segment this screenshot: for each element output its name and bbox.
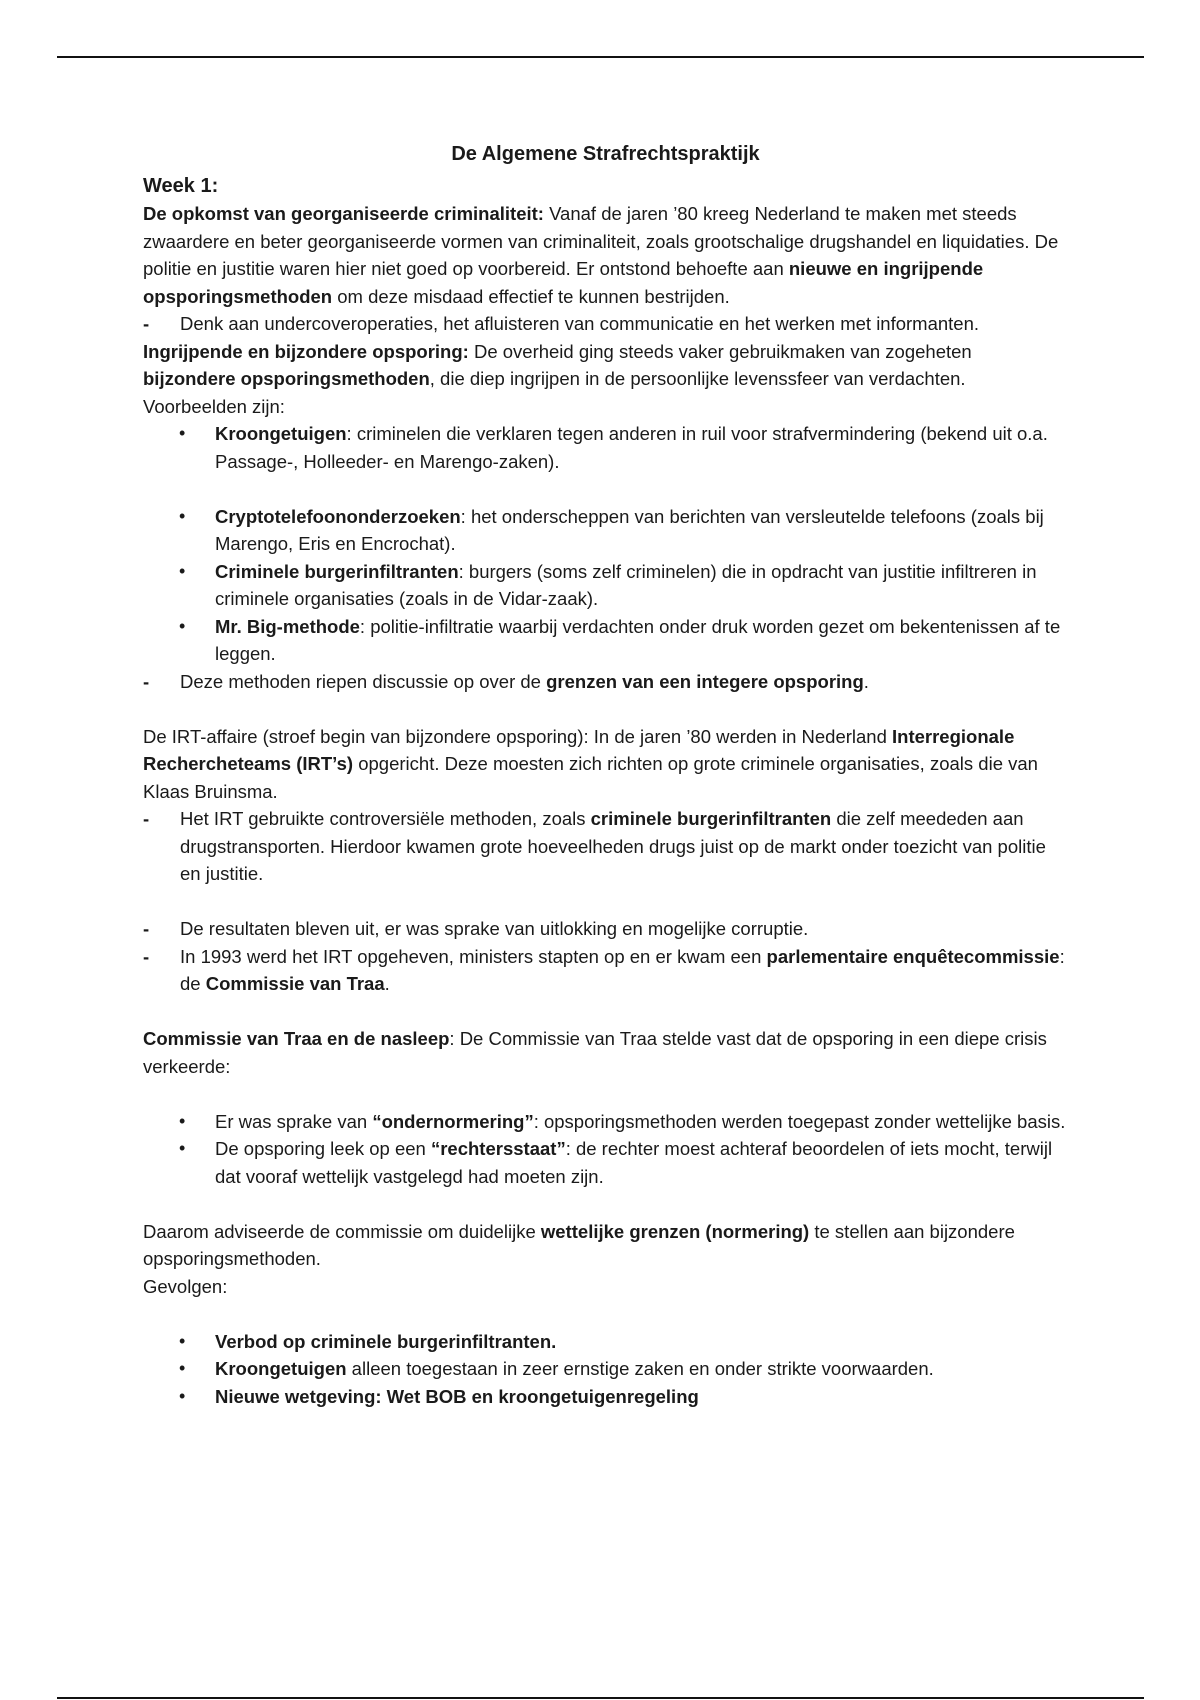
consequences-list — [143, 1328, 1068, 1411]
dash-item: - Deze methoden riepen discussie op over de grenzen van een integere opsporing. — [143, 668, 1068, 696]
methods-list — [143, 420, 1068, 475]
paragraph-commissie-van-traa: Commissie van Traa en de nasleep: De Commissie van Traa stelde vast dat de opsporing in een diepe crisis verkeerde: — [143, 1028, 1047, 1077]
paragraph-heading: De opkomst van georganiseerde criminaliteit: — [143, 203, 544, 224]
document-title: De Algemene Strafrechtspraktijk — [451, 143, 760, 165]
list-item: • Kroongetuigen: criminelen die verklaren tegen anderen in ruil voor strafvermindering (bekend uit o.a. Passage-, Holleeder- en Marengo-zaken). — [143, 420, 1068, 475]
paragraph-irt-affaire: De IRT-affaire (stroef begin van bijzondere opsporing): In de jaren ’80 werden in Nederland Interregionale Rechercheteams (IRT’s) opgericht. Deze moesten zich richten op grote criminele organisaties, zoals die van Klaas Bruinsma. — [143, 725, 1038, 802]
footer-rule — [57, 1697, 1144, 1699]
list-item: • Er was sprake van “ondernormering”: opsporingsmethoden werden toegepast zonder wettelijke basis. — [143, 1108, 1068, 1136]
dash-item: - In 1993 werd het IRT opgeheven, ministers stapten op en er kwam een parlementaire enquêtecommissie: de Commissie van Traa. — [143, 943, 1068, 998]
methods-list-continued — [143, 503, 1068, 668]
list-item: • De opsporing leek op een “rechtersstaat”: de rechter moest achteraf beoordelen of iets mocht, terwijl dat vooraf wettelijk vastgelegd had moeten zijn. — [143, 1135, 1068, 1190]
dash-item: - Het IRT gebruikte controversiële methoden, zoals criminele burgerinfiltranten die zelf meededen aan drugstransporten. Hierdoor kwamen grote hoeveelheden drugs juist op de markt onder toezicht van politie en justitie. — [143, 805, 1068, 888]
paragraph-heading: Commissie van Traa en de nasleep — [143, 1028, 450, 1049]
list-item: • Mr. Big-methode: politie-infiltratie waarbij verdachten onder druk worden gezet om bekentenissen af te leggen. — [143, 613, 1068, 668]
paragraph-opkomst: De opkomst van georganiseerde criminaliteit: Vanaf de jaren ’80 kreeg Nederland te maken met steeds zwaardere en beter georganiseerde vormen van criminaliteit, zoals grootschalige drugshandel en liquidaties. De politie en justitie waren hier niet goed op voorbereid. Er ontstond behoefte aan nieuwe en ingrijpende opsporingsmethoden om deze misdaad effectief te kunnen bestrijden. — [143, 203, 1059, 307]
document-body — [143, 140, 1068, 1410]
list-item: • Criminele burgerinfiltranten: burgers (soms zelf criminelen) die in opdracht van justitie infiltreren in criminele organisaties (zoals in de Vidar-zaak). — [143, 558, 1068, 613]
paragraph-advies: Daarom adviseerde de commissie om duidelijke wettelijke grenzen (normering) te stellen aan bijzondere opsporingsmethoden. — [143, 1220, 1015, 1269]
list-item: • Cryptotelefoononderzoeken: het onderscheppen van berichten van versleutelde telefoons (zoals bij Marengo, Eris en Encrochat). — [143, 503, 1068, 558]
dash-item: - De resultaten bleven uit, er was sprake van uitlokking en mogelijke corruptie. — [143, 915, 1068, 943]
dash-item: - Denk aan undercoveroperaties, het afluisteren van communicatie en het werken met informanten. — [143, 310, 1068, 338]
header-rule — [57, 56, 1144, 58]
findings-list — [143, 1108, 1068, 1191]
list-item: • Nieuwe wetgeving: Wet BOB en kroongetuigenregeling — [143, 1383, 1068, 1411]
list-item: • Kroongetuigen alleen toegestaan in zeer ernstige zaken en onder strikte voorwaarden. — [143, 1355, 1068, 1383]
paragraph-ingrijpende-opsporing: Ingrijpende en bijzondere opsporing: De overheid ging steeds vaker gebruikmaken van zogeheten bijzondere opsporingsmethoden, die diep ingrijpen in de persoonlijke levenssfeer van verdachten. Voorbeelden zijn: — [143, 340, 972, 417]
week-heading: Week 1: — [143, 175, 219, 197]
list-item: • Verbod op criminele burgerinfiltranten. — [143, 1328, 1068, 1356]
gevolgen-label: Gevolgen: — [143, 1275, 228, 1297]
paragraph-heading: Ingrijpende en bijzondere opsporing: — [143, 340, 469, 362]
